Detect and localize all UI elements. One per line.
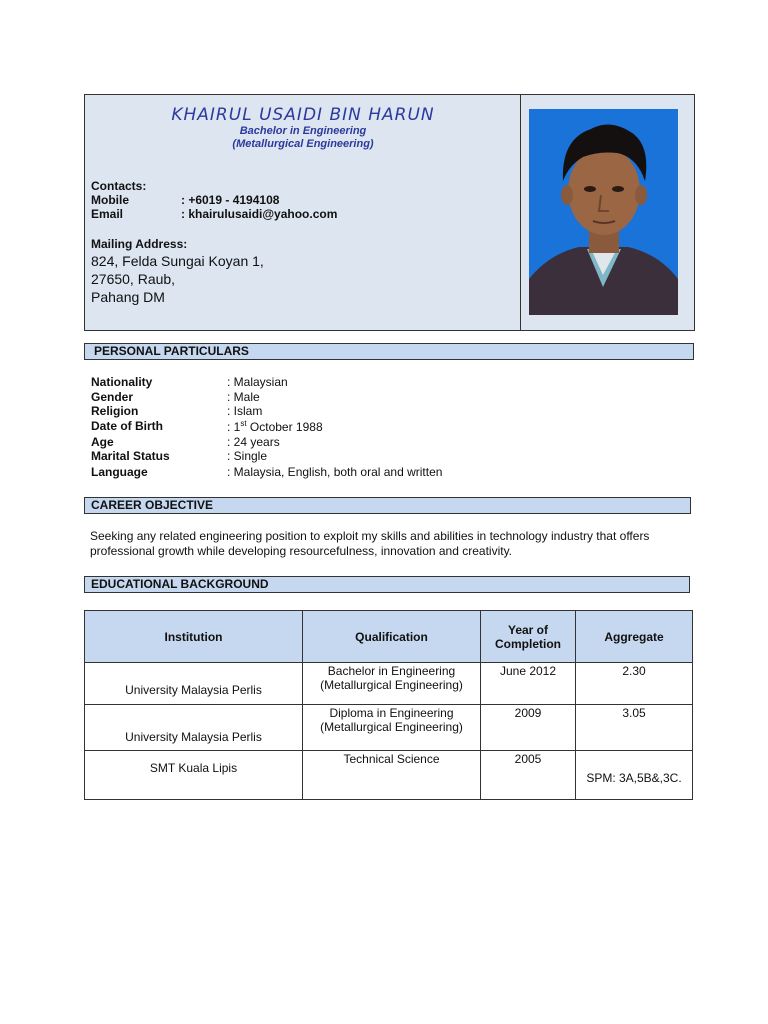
nationality-value: : Malaysian <box>227 375 288 389</box>
language-value: : Malaysia, English, both oral and written <box>227 465 443 479</box>
table-row <box>85 663 693 705</box>
aggregate-cell: SPM: 3A,5B&,3C. <box>576 751 693 800</box>
religion-value: : Islam <box>227 404 263 418</box>
address-line-3: Pahang DM <box>91 289 165 305</box>
email-value: : khairulusaidi@yahoo.com <box>181 207 338 221</box>
language-label: Language <box>91 465 148 479</box>
mailing-address-label: Mailing Address: <box>91 237 188 251</box>
portrait-illustration <box>529 109 678 315</box>
dob-prefix: : 1 <box>227 420 241 434</box>
personal-particulars-heading: PERSONAL PARTICULARS <box>84 343 694 360</box>
institution-header: Institution <box>85 611 303 663</box>
degree-line-1: Bachelor in Engineering <box>239 125 367 137</box>
dob-ordinal: st <box>240 419 247 428</box>
candidate-name: KHAIRUL USAIDI BIN HARUN <box>171 105 435 125</box>
marital-status-value: : Single <box>227 449 268 463</box>
qualification-cell: Technical Science <box>303 751 481 800</box>
year-cell: 2009 <box>481 705 576 751</box>
qualification-line: Bachelor in Engineering <box>327 664 456 678</box>
photo-cell <box>521 95 694 330</box>
education-table <box>84 610 693 800</box>
qualification-line: (Metallurgical Engineering) <box>320 678 463 692</box>
qualification-header: Qualification <box>303 611 481 663</box>
aggregate-cell: 2.30 <box>576 663 693 705</box>
qualification-cell <box>303 705 481 751</box>
date-of-birth-value <box>227 419 323 434</box>
religion-label: Religion <box>91 404 139 418</box>
table-header-row <box>85 611 693 663</box>
contact-panel <box>85 95 521 330</box>
aggregate-cell: 3.05 <box>576 705 693 751</box>
table-row <box>85 751 693 800</box>
age-value: : 24 years <box>227 435 280 449</box>
address-line-1: 824, Felda Sungai Koyan 1, <box>91 253 264 269</box>
marital-status-label: Marital Status <box>91 449 170 463</box>
institution-cell: University Malaysia Perlis <box>85 663 303 705</box>
email-label: Email <box>91 207 124 221</box>
educational-background-heading: EDUCATIONAL BACKGROUND <box>84 576 690 593</box>
table-row <box>85 705 693 751</box>
aggregate-header: Aggregate <box>576 611 693 663</box>
gender-label: Gender <box>91 390 134 404</box>
contacts-label: Contacts: <box>91 179 147 193</box>
career-objective-heading: CAREER OBJECTIVE <box>84 497 691 514</box>
year-cell: 2005 <box>481 751 576 800</box>
mobile-label: Mobile <box>91 193 129 207</box>
qualification-line: (Metallurgical Engineering) <box>320 720 463 734</box>
address-line-2: 27650, Raub, <box>91 271 176 287</box>
dob-suffix: October 1988 <box>246 420 323 434</box>
profile-photo <box>529 109 678 315</box>
institution-cell: SMT Kuala Lipis <box>85 751 303 800</box>
career-objective-text: Seeking any related engineering position to exploit my skills and abilities in technology industry that offers professional growth while developing resourcefulness, innovation and creativity. <box>90 529 650 558</box>
age-label: Age <box>91 435 114 449</box>
nationality-label: Nationality <box>91 375 153 389</box>
institution-cell: University Malaysia Perlis <box>85 705 303 751</box>
year-cell: June 2012 <box>481 663 576 705</box>
date-of-birth-label: Date of Birth <box>91 419 163 433</box>
gender-value: : Male <box>227 390 260 404</box>
degree-line-2: (Metallurgical Engineering) <box>232 138 374 150</box>
year-header: Year of Completion <box>481 611 576 663</box>
mobile-value: : +6019 - 4194108 <box>181 193 280 207</box>
qualification-cell <box>303 663 481 705</box>
profile-header <box>84 94 695 331</box>
qualification-line: Diploma in Engineering <box>329 706 454 720</box>
